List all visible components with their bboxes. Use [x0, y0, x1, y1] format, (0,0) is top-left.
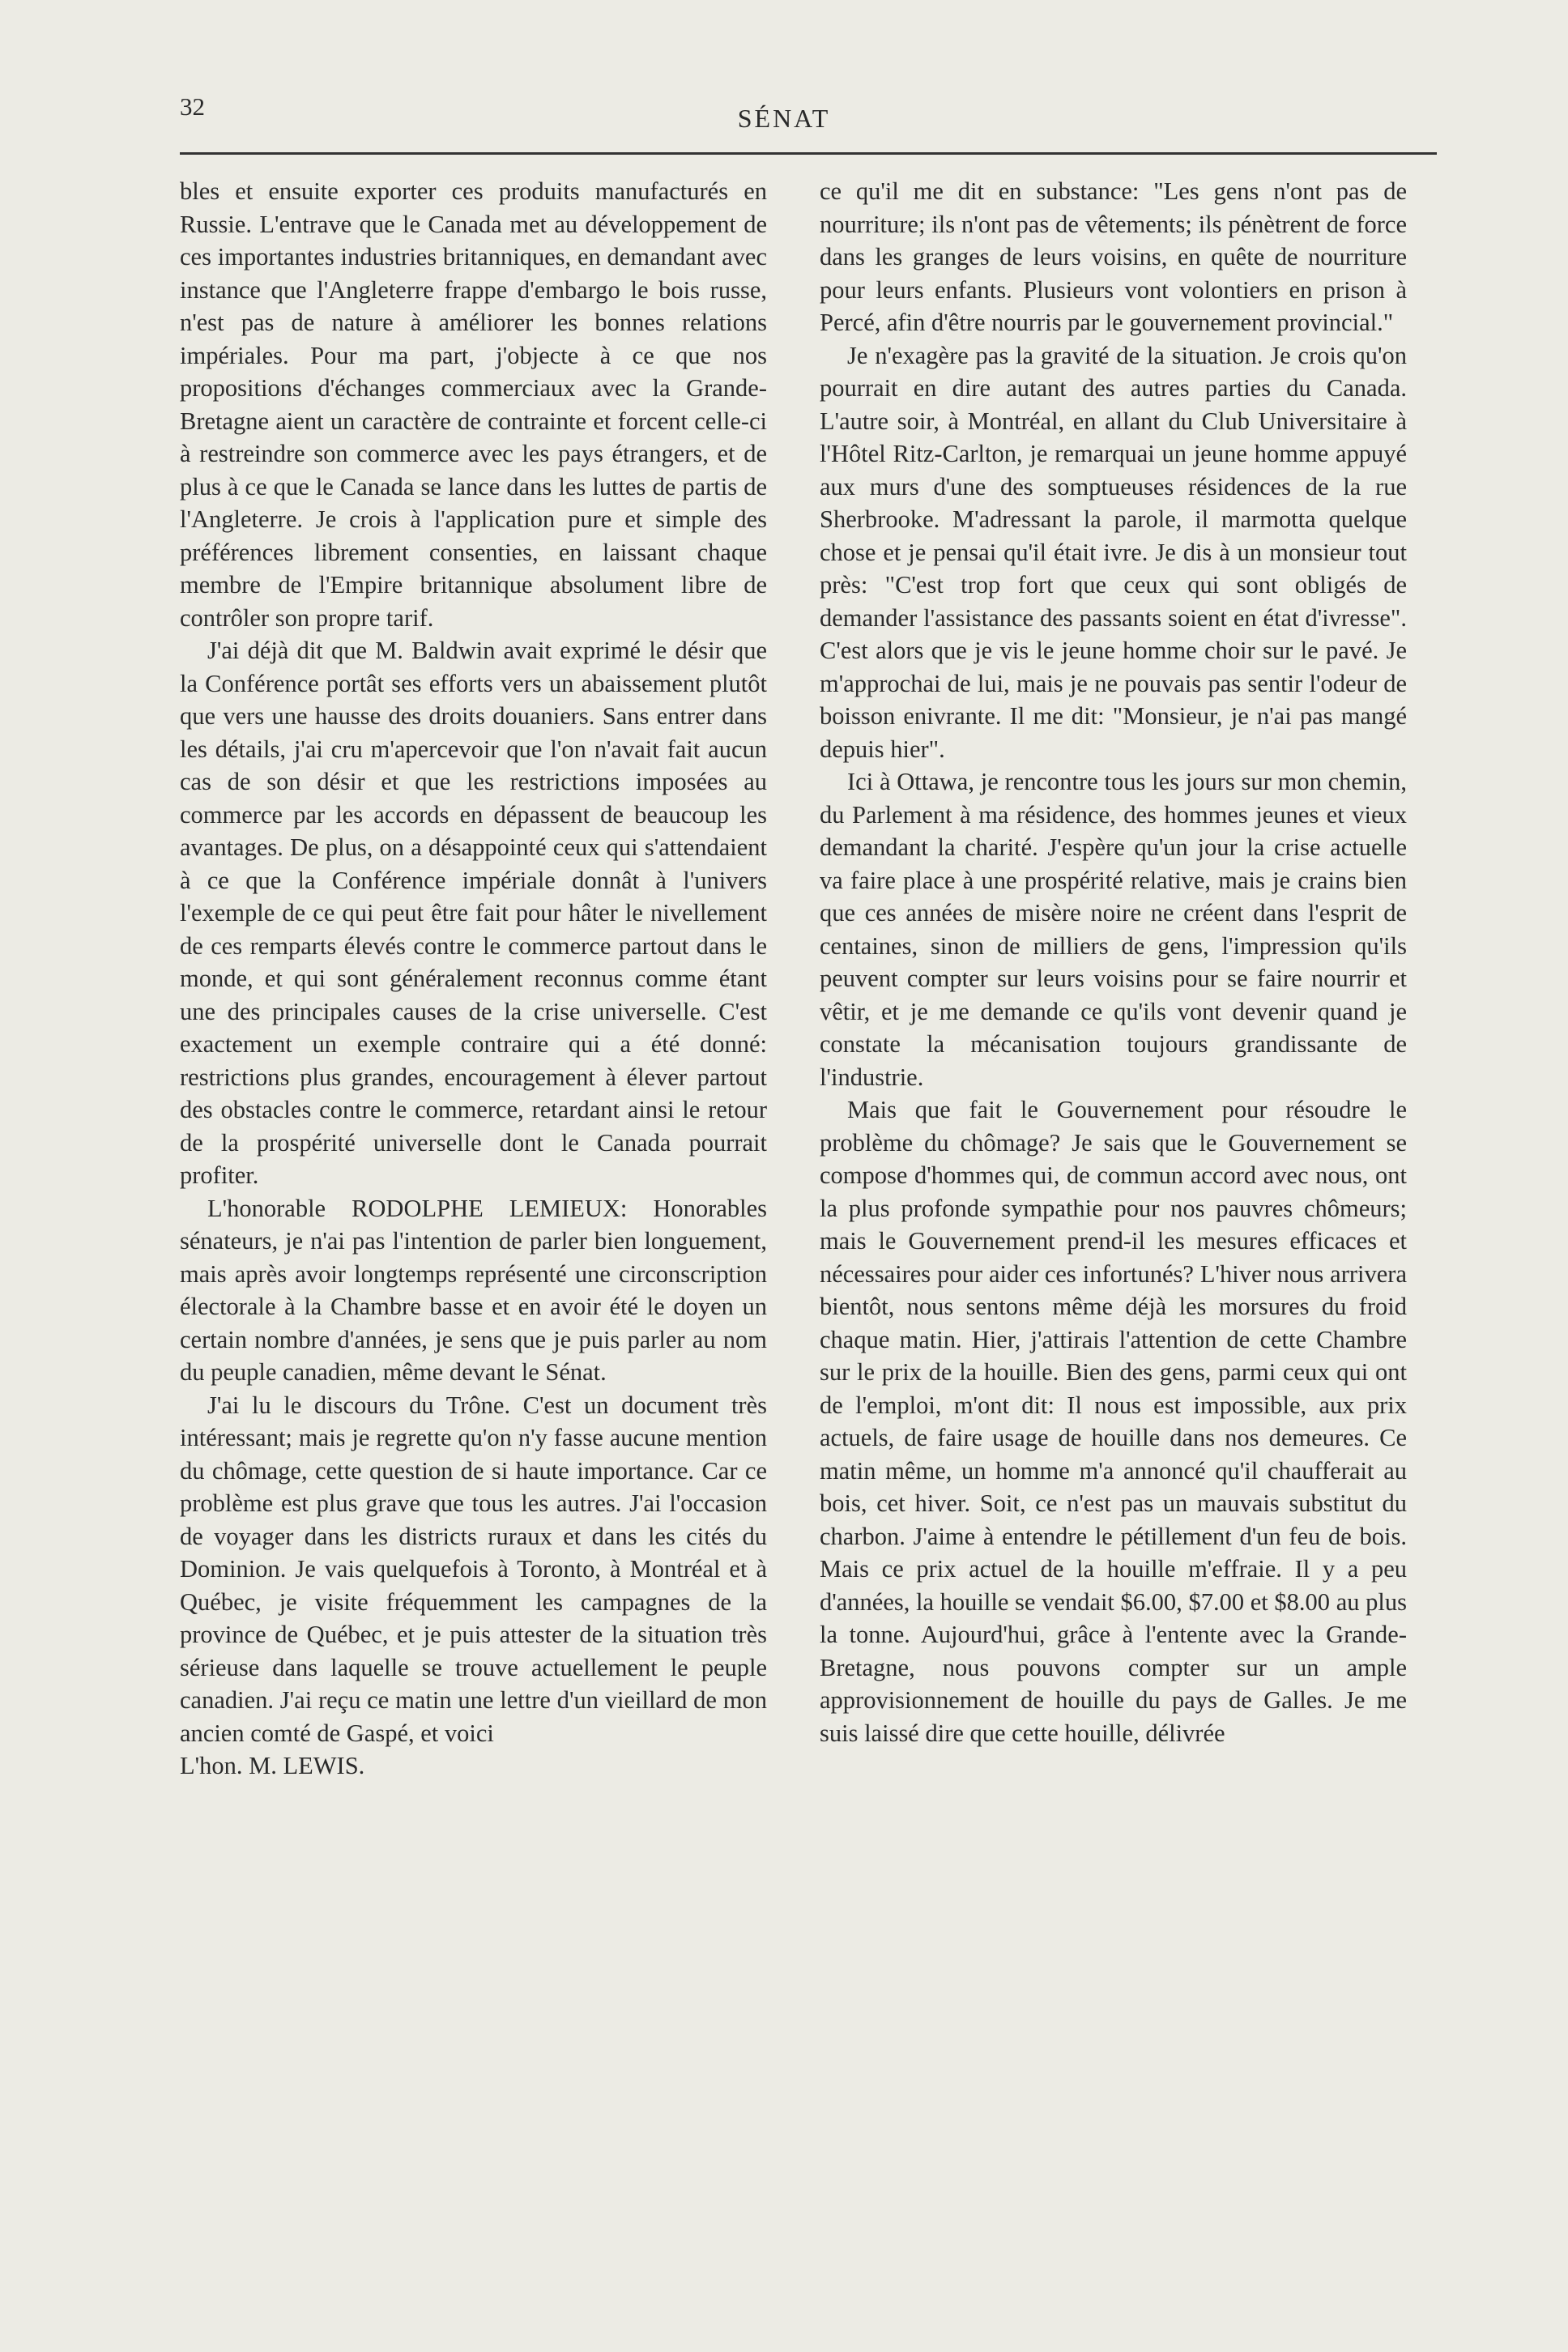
paragraph: ce qu'il me dit en substance: "Les gens n'ont pas de nourriture; ils n'ont pas de vêtements; ils pénètrent de force dans les granges de leurs voisins, en quête de nourriture pour leurs enfants. Plusieurs vont volontiers en prison à Percé, afin d'être nourris par le gouvernement provincial." [820, 177, 1407, 336]
header-rule [180, 152, 1437, 155]
paragraph: Ici à Ottawa, je rencontre tous les jours sur mon chemin, du Parlement à ma résidence, des hommes jeunes et vieux demandant la charité. J'espère qu'un jour la crise actuelle va faire place à une prospérité relative, mais je crains bien que ces années de misère noire ne créent dans l'esprit de centaines, sinon de milliers de gens, l'impression qu'ils peuvent compter sur leurs voisins pour se faire nourrir et vêtir, et je me demande ce qu'ils vont devenir quand je constate la mécanisation toujours grandissante de l'industrie. [820, 768, 1407, 1091]
paragraph: Mais que fait le Gouvernement pour résoudre le problème du chômage? Je sais que le Gouvernement se compose d'hommes qui, de commun accord avec nous, ont la plus profonde sympathie pour nos pauvres chômeurs; mais le Gouvernement prend-il les mesures efficaces et nécessaires pour aider ces infortunés? L'hiver nous arrivera bientôt, nous sentons même déjà les morsures du froid chaque matin. Hier, j'attirais l'attention de cette Chambre sur le prix de la houille. Bien des gens, parmi ceux qui ont de l'emploi, m'ont dit: Il nous est impossible, aux prix actuels, de faire usage de houille dans nos demeures. Ce matin même, un homme m'a annoncé qu'il chaufferait au bois, cet hiver. Soit, ce n'est pas un mauvais substitut du charbon. J'aime à entendre le pétillement d'un feu de bois. Mais ce prix actuel de la houille m'effraie. Il y a peu d'années, la houille se vendait $6.00, $7.00 et $8.00 au plus la tonne. Aujourd'hui, grâce à l'entente avec la Grande-Bretagne, nous pouvons compter sur un ample approvisionnement de houille du pays de Galles. Je me suis laissé dire que cette houille, délivrée [820, 1096, 1407, 1747]
left-column [180, 175, 767, 1783]
paragraph: J'ai lu le discours du Trône. C'est un document très intéressant; mais je regrette qu'on n'y fasse aucune mention du chômage, cette question de si haute importance. Car ce problème est plus grave que tous les autres. J'ai l'occasion de voyager dans les districts ruraux et dans les cités du Dominion. Je vais quelquefois à Toronto, à Montréal et à Québec, je visite fréquemment les campagnes de la province de Québec, et je puis attester de la situation très sérieuse dans laquelle se trouve actuellement le peuple canadien. J'ai reçu ce matin une lettre d'un vieillard de mon ancien comté de Gaspé, et voici [180, 1391, 767, 1747]
page-number: 32 [180, 92, 205, 121]
page-footer-speaker: L'hon. M. LEWIS. [180, 1752, 365, 1779]
paragraph: J'ai déjà dit que M. Baldwin avait exprimé le désir que la Conférence portât ses efforts vers un abaissement plutôt que vers une hausse des droits douaniers. Sans entrer dans les détails, j'ai cru m'apercevoir que l'on n'avait fait aucun cas de son désir et que les restrictions imposées au commerce par les accords en dépassent de beaucoup les avantages. De plus, on a désappointé ceux qui s'attendaient à ce que la Conférence impériale donnât à l'univers l'exemple de ce qui peut être fait pour hâter le nivellement de ces remparts élevés contre le commerce partout dans le monde, et qui sont généralement reconnus comme étant une des principales causes de la crise universelle. C'est exactement un exemple contraire qui a été donné: restrictions plus grandes, encouragement à élever partout des obstacles contre le commerce, retardant ainsi le retour de la prospérité universelle dont le Canada pourrait profiter. [180, 637, 767, 1189]
paragraph: bles et ensuite exporter ces produits manufacturés en Russie. L'entrave que le Canada met au développement de ces importantes industries britanniques, en demandant avec instance que l'Angleterre frappe d'embargo le bois russe, n'est pas de nature à améliorer les bonnes relations impériales. Pour ma part, j'objecte à ce que nos propositions d'échanges commerciaux avec la Grande-Bretagne aient un caractère de contrainte et forcent celle-ci à restreindre son commerce avec les pays étrangers, et de plus à ce que le Canada se lance dans les luttes de partis de l'Angleterre. Je crois à l'application pure et simple des préférences librement consenties, en laissant chaque membre de l'Empire britannique absolument libre de contrôler son propre tarif. [180, 177, 767, 632]
running-head: SÉNAT [737, 104, 831, 133]
paragraph: Je n'exagère pas la gravité de la situation. Je crois qu'on pourrait en dire autant des autres parties du Canada. L'autre soir, à Montréal, en allant du Club Universitaire à l'Hôtel Ritz-Carlton, je remarquai un jeune homme appuyé aux murs d'une des somptueuses résidences de la rue Sherbrooke. M'adressant la parole, il marmotta quelque chose et je pensai qu'il était ivre. Je dis à un monsieur tout près: "C'est trop fort que ceux qui sont obligés de demander l'assistance des passants soient en état d'ivresse". C'est alors que je vis le jeune homme choir sur le pavé. Je m'approchai de lui, mais je ne pouvais pas sentir l'odeur de boisson enivrante. Il me dit: "Monsieur, je n'ai pas mangé depuis hier". [820, 341, 1407, 763]
paragraph: L'honorable RODOLPHE LEMIEUX: Honorables sénateurs, je n'ai pas l'intention de parler bien longuement, mais après avoir longtemps représenté une circonscription électorale à la Chambre basse et en avoir été le doyen un certain nombre d'années, je sens que je puis parler au nom du peuple canadien, même devant le Sénat. [180, 1194, 767, 1386]
right-column [820, 175, 1407, 1749]
